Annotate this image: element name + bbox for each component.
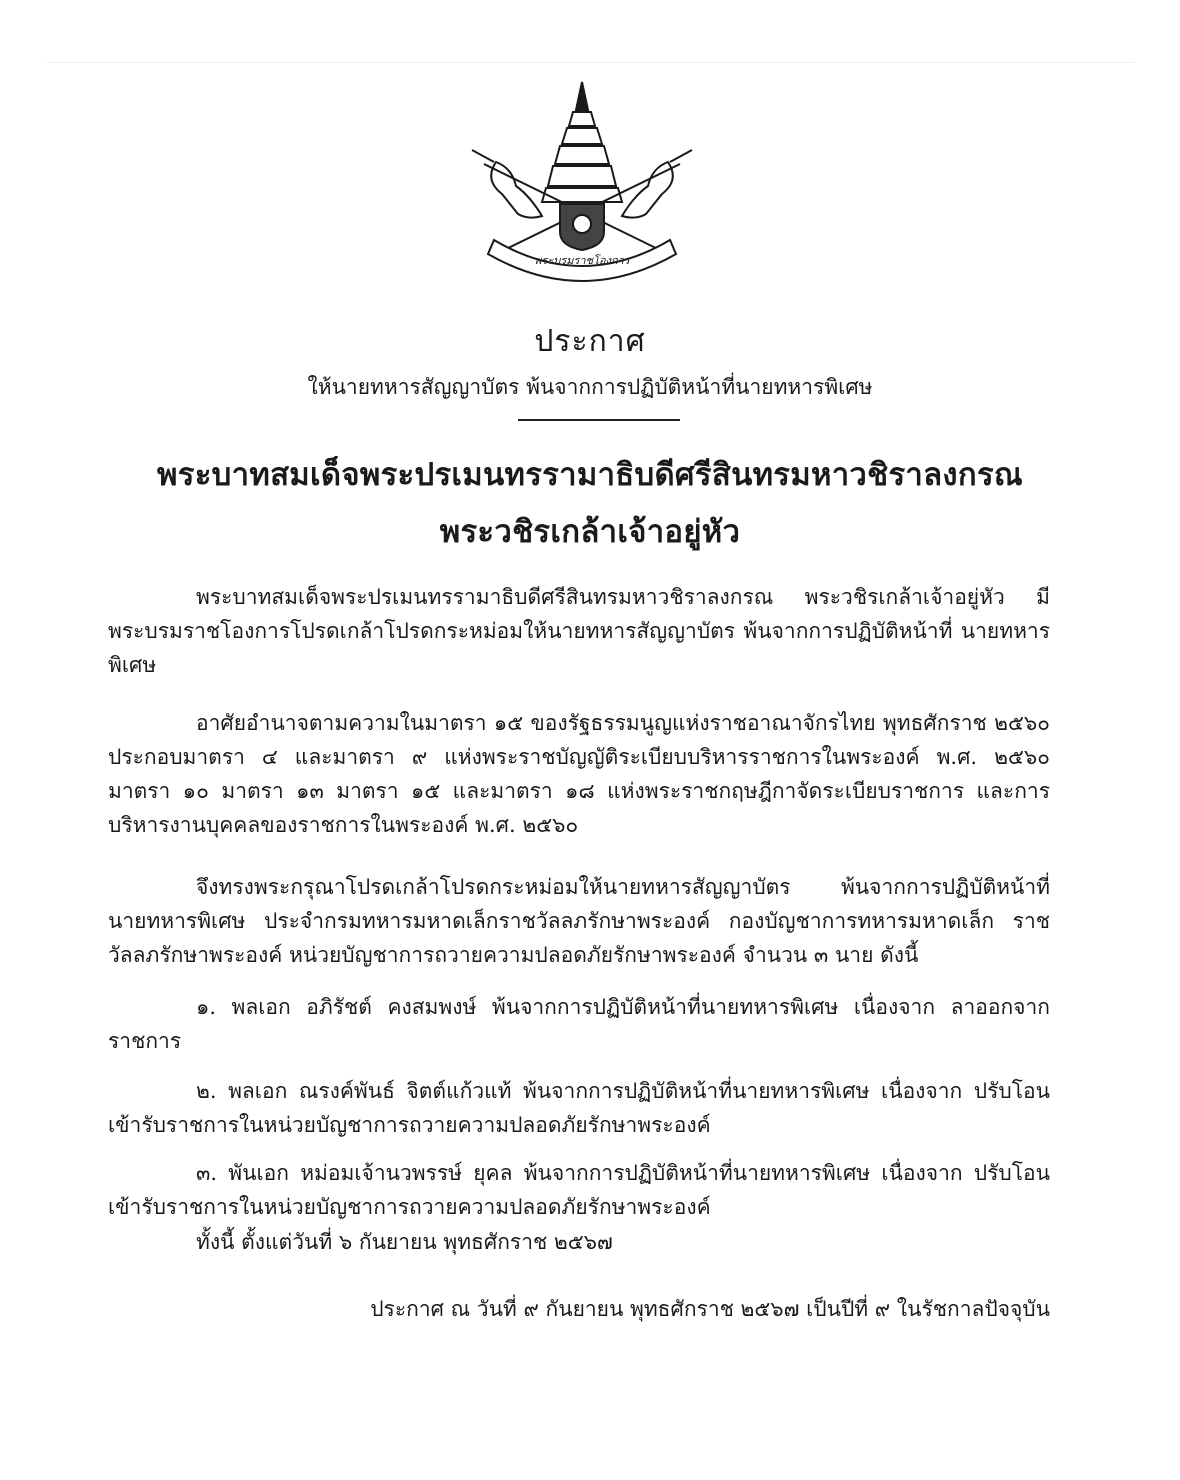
paragraph-order (108, 870, 1050, 972)
announcement-date: ประกาศ ณ วันที่ ๙ กันยายน พุทธศักราช ๒๕๖๗ เป็นปีที่ ๙ ในรัชกาลปัจจุบัน (370, 1297, 1050, 1321)
list-item-3 (108, 1156, 1050, 1224)
king-title-line-2: พระวชิรเกล้าเจ้าอยู่หัว (439, 514, 741, 550)
top-divider (46, 62, 1134, 63)
paragraph-royal-command (108, 580, 1050, 682)
paragraph-legal-basis (108, 706, 1050, 842)
royal-seal-emblem-icon (464, 76, 700, 284)
list-item-text: ๑. พลเอก อภิรัชต์ คงสมพงษ์ พ้นจากการปฏิบัติหน้าที่นายทหารพิเศษ เนื่องจาก ลาออกจากราชการ (108, 995, 1050, 1053)
list-item-2 (108, 1074, 1050, 1142)
paragraph-text: จึงทรงพระกรุณาโปรดเกล้าโปรดกระหม่อมให้นายทหารสัญญาบัตร พ้นจากการปฏิบัติหน้าที่ นายทหารพิเศษ ประจำกรมทหารมหาดเล็กราชวัลลภรักษาพระองค์ กองบัญชาการทหารมหาดเล็ก ราชวัลลภรักษาพระองค์ หน่วยบัญชาการถวายความปลอดภัยรักษาพระองค์ จำนวน ๓ นาย ดังนี้ (108, 875, 1050, 967)
paragraph-text: พระบาทสมเด็จพระปรเมนทรรามาธิบดีศรีสินทรมหาวชิราลงกรณ พระวชิรเกล้าเจ้าอยู่หัว มีพระบรมราชโองการโปรดเกล้าโปรดกระหม่อมให้นายทหารสัญญาบัตร พ้นจากการปฏิบัติหน้าที่ นายทหารพิเศษ (108, 585, 1050, 677)
document-heading: ประกาศ (534, 324, 646, 359)
king-title-line-1: พระบาทสมเด็จพระปรเมนทรรามาธิบดีศรีสินทรมหาวชิราลงกรณ (157, 457, 1023, 493)
subject-underline (518, 419, 680, 421)
paragraph-text: อาศัยอำนาจตามความในมาตรา ๑๕ ของรัฐธรรมนูญแห่งราชอาณาจักรไทย พุทธศักราช ๒๕๖๐ ประกอบมาตรา ๔ และมาตรา ๙ แห่งพระราชบัญญัติระเบียบบริหารราชการในพระองค์ พ.ศ. ๒๕๖๐ มาตรา ๑๐ มาตรา ๑๓ มาตรา ๑๕ และมาตรา ๑๘ แห่งพระราชกฤษฎีกาจัดระเบียบราชการ และการบริหารงานบุคคลของราชการในพระองค์ พ.ศ. ๒๕๖๐ (108, 711, 1050, 837)
effective-date-text: ทั้งนี้ ตั้งแต่วันที่ ๖ กันยายน พุทธศักราช ๒๕๖๗ (196, 1230, 613, 1254)
document-subject: ให้นายทหารสัญญาบัตร พ้นจากการปฏิบัติหน้าที่นายทหารพิเศษ (307, 375, 873, 399)
list-item-text: ๓. พันเอก หม่อมเจ้านวพรรษ์ ยุคล พ้นจากการปฏิบัติหน้าที่นายทหารพิเศษ เนื่องจาก ปรับโอนเข้ารับราชการในหน่วยบัญชาการถวายความปลอดภัยรักษาพระองค์ (108, 1161, 1050, 1219)
list-item-text: ๒. พลเอก ณรงค์พันธ์ จิตต์แก้วแท้ พ้นจากการปฏิบัติหน้าที่นายทหารพิเศษ เนื่องจาก ปรับโอนเข้ารับราชการในหน่วยบัญชาการถวายความปลอดภัยรักษาพระองค์ (108, 1079, 1050, 1137)
effective-date (108, 1225, 1050, 1259)
list-item-1 (108, 990, 1050, 1058)
emblem-caption: พระบรมราชโองการ (534, 254, 630, 267)
